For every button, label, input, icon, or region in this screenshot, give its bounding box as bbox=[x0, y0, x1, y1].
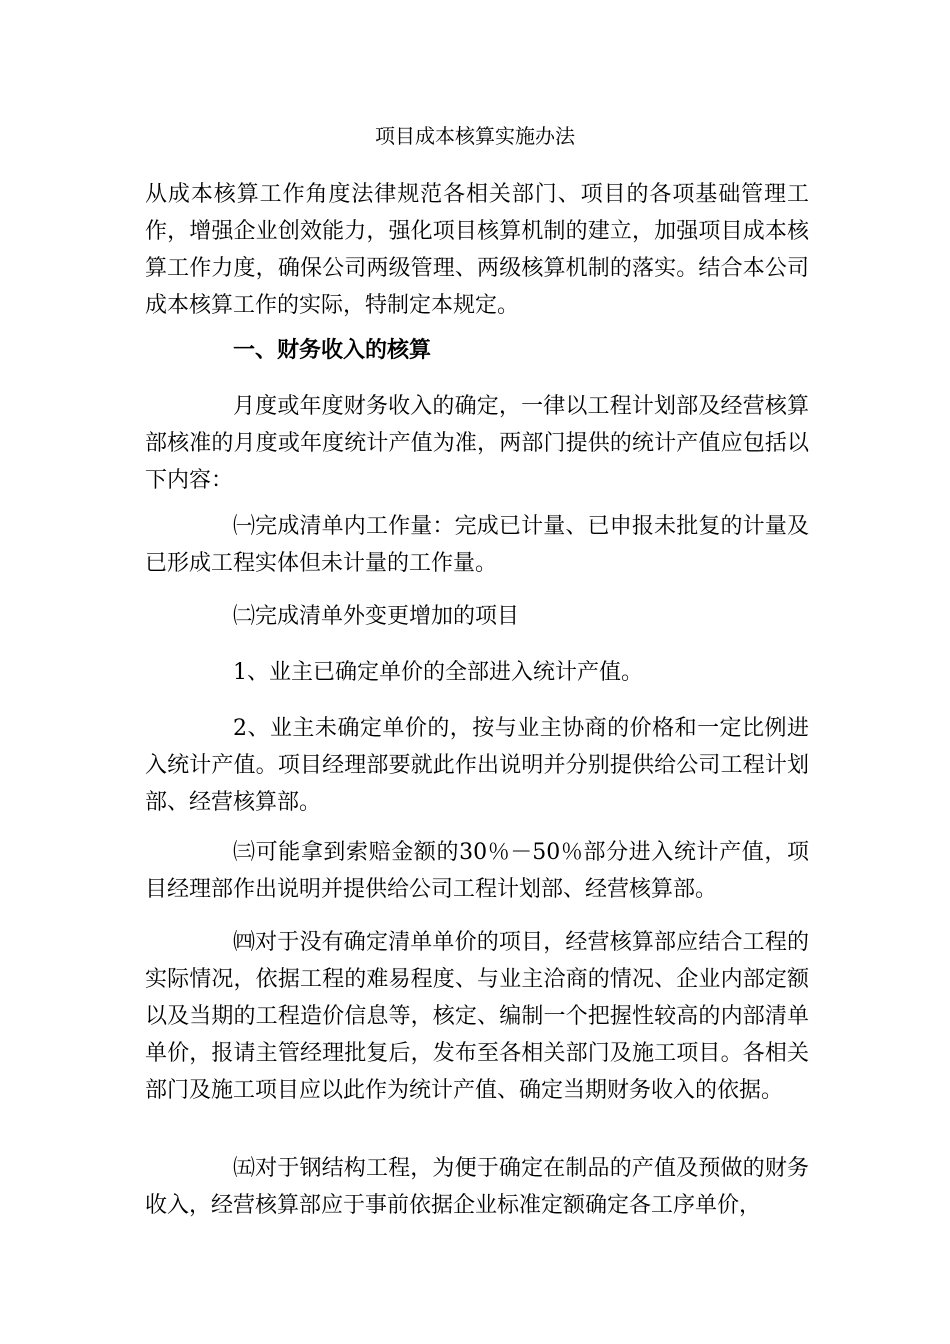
paragraph-item-4: ㈣对于没有确定清单单价的项目，经营核算部应结合工程的实际情况，依据工程的难易程度、与业主洽商的情况、企业内部定额以及当期的工程造价信息等，核定、编制一个把握性较高的内部清单单价，报请主管经理批复后，发布至各相关部门及施工项目。各相关部门及施工项目应以此作为统计产值、确定当期财务收入的依据。 bbox=[145, 930, 809, 1103]
document-title: 项目成本核算实施办法 bbox=[375, 124, 575, 148]
paragraph-item-1: ㈠完成清单内工作量：完成已计量、已申报未批复的计量及已形成工程实体但未计量的工作量。 bbox=[145, 514, 809, 576]
paragraph-item-2: ㈡完成清单外变更增加的项目 bbox=[233, 604, 520, 629]
paragraph-item-5: ㈤对于钢结构工程，为便于确定在制品的产值及预做的财务收入，经营核算部应于事前依据企业标准定额确定各工序单价， bbox=[145, 1156, 809, 1218]
paragraph-subitem-1: 1、业主已确定单价的全部进入统计产值。 bbox=[233, 660, 643, 685]
paragraph-item-3: ㈢可能拿到索赔金额的30％－50％部分进入统计产值，项目经理部作出说明并提供给公司工程计划部、经营核算部。 bbox=[145, 840, 809, 902]
paragraph-subitem-2: 2、业主未确定单价的，按与业主协商的价格和一定比例进入统计产值。项目经理部要就此作出说明并分别提供给公司工程计划部、经营核算部。 bbox=[145, 716, 809, 815]
intro-paragraph: 从成本核算工作角度法律规范各相关部门、项目的各项基础管理工作，增强企业创效能力，强化项目核算机制的建立，加强项目成本核算工作力度，确保公司两级管理、两级核算机制的落实。结合本公司成本核算工作的实际，特制定本规定。 bbox=[145, 182, 809, 318]
paragraph-revenue-basis: 月度或年度财务收入的确定，一律以工程计划部及经营核算部核准的月度或年度统计产值为准，两部门提供的统计产值应包括以下内容： bbox=[145, 394, 809, 493]
section-heading-revenue: 一、财务收入的核算 bbox=[233, 337, 432, 363]
